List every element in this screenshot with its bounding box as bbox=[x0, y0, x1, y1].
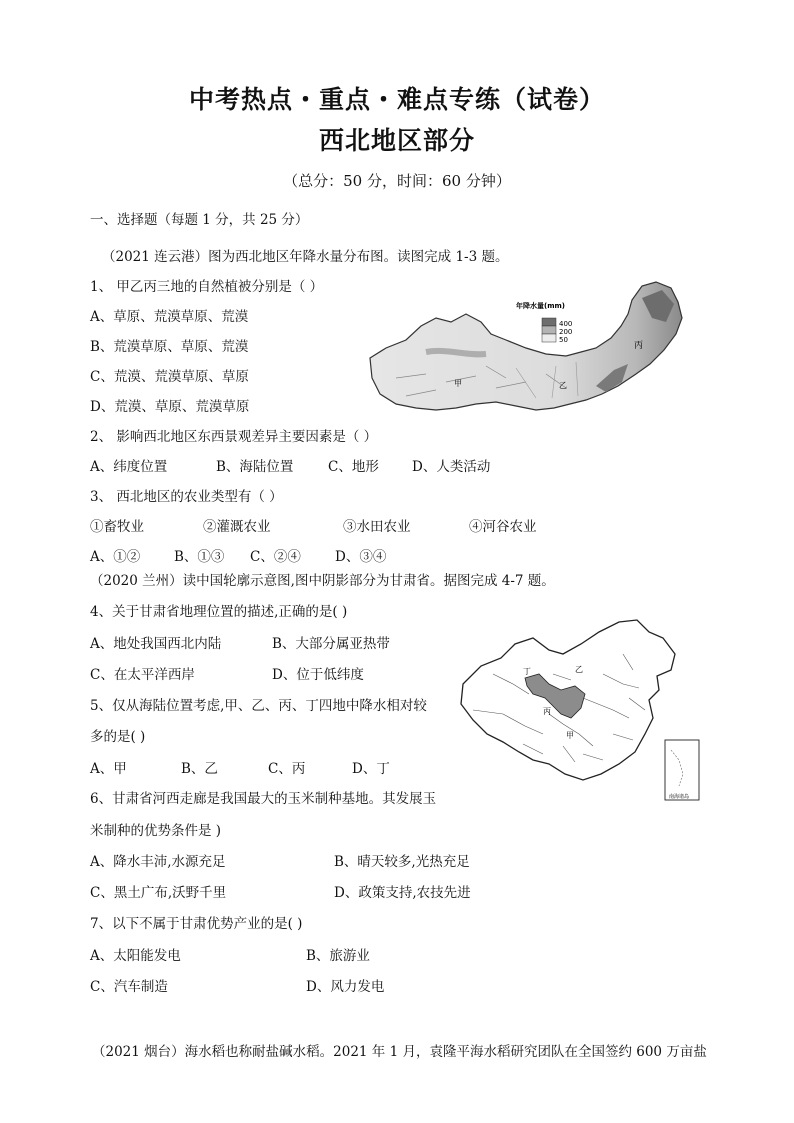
question-4-option-c: C、在太平洋西岸 bbox=[90, 667, 195, 683]
map-label-yi-2: 乙 bbox=[575, 665, 583, 674]
intro-text: （2021 连云港）图为西北地区年降水量分布图。读图完成 1-3 题。 bbox=[102, 249, 509, 265]
question-1-option-b: B、荒漠草原、草原、荒漠 bbox=[90, 339, 249, 355]
question-3-option-d: D、③④ bbox=[335, 549, 387, 565]
question-7-option-d: D、风力发电 bbox=[306, 979, 385, 995]
question-5-stem-line-2: 多的是( ) bbox=[90, 729, 146, 745]
legend-value-200: 200 bbox=[559, 328, 573, 336]
question-7-stem: 7、以下不属于甘肃优势产业的是( ) bbox=[90, 916, 303, 932]
south-china-sea-inset bbox=[665, 740, 699, 800]
question-5-option-c: C、丙 bbox=[268, 761, 306, 777]
question-5-option-d: D、丁 bbox=[352, 761, 390, 777]
question-2-option-c: C、地形 bbox=[328, 459, 379, 475]
question-3-item-4: ④河谷农业 bbox=[469, 519, 537, 535]
page-subtitle: 西北地区部分 bbox=[318, 126, 475, 155]
map-legend bbox=[516, 301, 572, 344]
question-2-option-d: D、人类活动 bbox=[412, 459, 491, 475]
question-2-option-a: A、纬度位置 bbox=[90, 459, 168, 475]
question-5-stem-line-1: 5、仅从海陆位置考虑,甲、乙、丙、丁四地中降水相对较 bbox=[90, 698, 427, 714]
question-1-option-c: C、荒漠、荒漠草原、草原 bbox=[90, 369, 249, 385]
question-4-option-a: A、地处我国西北内陆 bbox=[90, 636, 222, 652]
northwest-precipitation-map bbox=[366, 278, 688, 414]
section-heading: 一、选择题（每题 1 分，共 25 分） bbox=[90, 212, 309, 228]
question-1-stem: 1、 甲乙丙三地的自然植被分别是（ ） bbox=[90, 279, 324, 295]
intro-text-2: （2020 兰州）读中国轮廓示意图,图中阴影部分为甘肃省。据图完成 4-7 题。 bbox=[90, 573, 555, 589]
question-6-option-c: C、黑土广布,沃野千里 bbox=[90, 885, 227, 901]
question-5-option-a: A、甲 bbox=[90, 761, 127, 777]
question-7-option-a: A、太阳能发电 bbox=[90, 948, 181, 964]
question-6-option-a: A、降水丰沛,水源充足 bbox=[90, 854, 226, 870]
page-title: 中考热点・重点・难点专练（试卷） bbox=[188, 85, 605, 114]
question-6-stem-line-1: 6、甘肃省河西走廊是我国最大的玉米制种基地。其发展玉 bbox=[90, 791, 437, 807]
map-label-yi: 乙 bbox=[559, 381, 567, 390]
question-3-item-3: ③水田农业 bbox=[343, 519, 411, 535]
question-2-stem: 2、 影响西北地区东西景观差异主要因素是（ ） bbox=[90, 429, 378, 445]
question-3-option-c: C、②④ bbox=[250, 549, 301, 565]
map-label-jia-2: 甲 bbox=[566, 731, 574, 740]
question-3-option-a: A、①② bbox=[90, 549, 141, 565]
question-6-option-d: D、政策支持,农技先进 bbox=[334, 885, 471, 901]
intro-text-3: （2021 烟台）海水稻也称耐盐碱水稻。2021 年 1 月，袁隆平海水稻研究团队在全国签约 600 万亩盐 bbox=[92, 1044, 707, 1060]
question-6-option-b: B、晴天较多,光热充足 bbox=[334, 854, 470, 870]
question-6-stem-line-2: 米制种的优势条件是 ) bbox=[90, 823, 222, 839]
inset-label: 南海诸岛 bbox=[669, 794, 690, 800]
question-1-option-d: D、荒漠、草原、荒漠草原 bbox=[90, 399, 250, 415]
question-3-item-2: ②灌溉农业 bbox=[203, 519, 271, 535]
score-info: （总分：50 分，时间：60 分钟） bbox=[283, 172, 511, 190]
question-7-option-b: B、旅游业 bbox=[306, 948, 370, 964]
question-3-stem: 3、 西北地区的农业类型有（ ） bbox=[90, 489, 283, 505]
legend-title: 年降水量(mm) bbox=[516, 302, 565, 310]
question-7-option-c: C、汽车制造 bbox=[90, 979, 168, 995]
question-2-option-b: B、海陆位置 bbox=[216, 459, 294, 475]
map-label-ding: 丁 bbox=[523, 667, 531, 676]
question-3-item-1: ①畜牧业 bbox=[90, 519, 144, 535]
question-5-option-b: B、乙 bbox=[181, 761, 218, 777]
question-4-option-b: B、大部分属亚热带 bbox=[272, 636, 390, 652]
map-label-bing-2: 丙 bbox=[543, 707, 551, 716]
question-4-option-d: D、位于低纬度 bbox=[272, 667, 364, 683]
map-label-bing: 丙 bbox=[634, 341, 644, 351]
question-4-stem: 4、关于甘肃省地理位置的描述,正确的是( ) bbox=[90, 604, 348, 620]
question-3-option-b: B、①③ bbox=[174, 549, 225, 565]
china-outline-map bbox=[453, 614, 703, 806]
map-label-jia: 甲 bbox=[454, 379, 462, 388]
question-1-option-a: A、草原、荒漠草原、荒漠 bbox=[90, 309, 249, 325]
legend-value-400: 400 bbox=[559, 320, 573, 328]
legend-value-50: 50 bbox=[559, 336, 568, 344]
